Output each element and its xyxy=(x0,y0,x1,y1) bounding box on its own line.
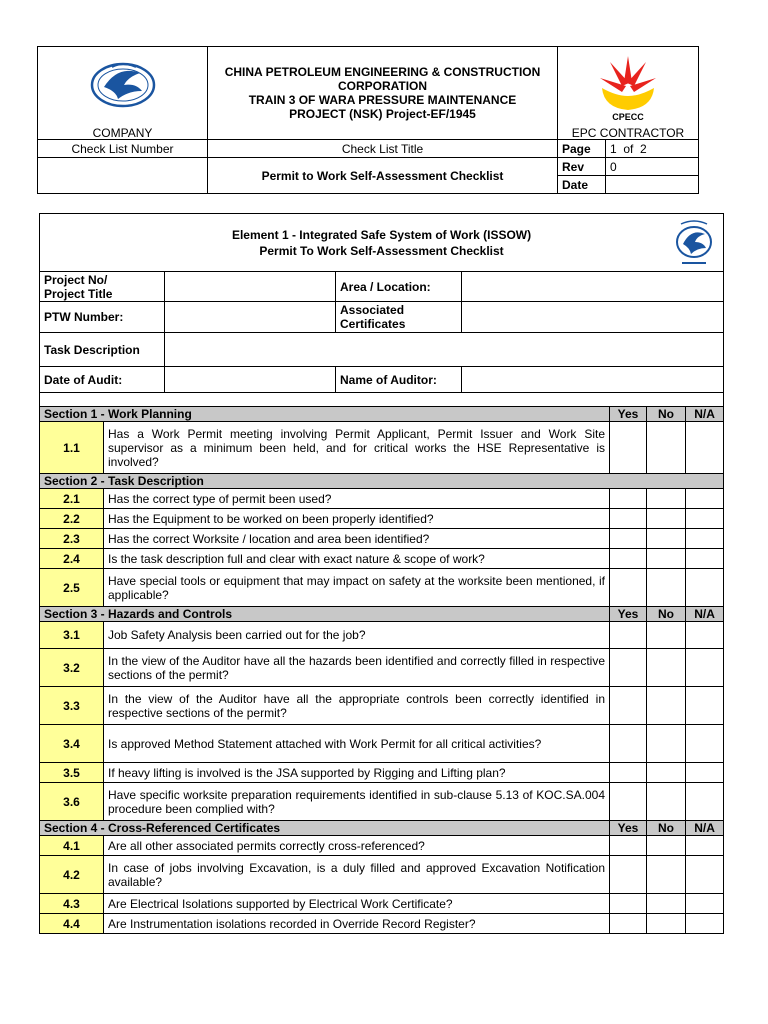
yes-checkbox-cell[interactable] xyxy=(610,422,647,474)
date-of-audit-value[interactable] xyxy=(165,367,336,393)
title-line-2: CORPORATION xyxy=(337,79,428,93)
checklist-item-row xyxy=(40,914,724,934)
na-checkbox-cell[interactable] xyxy=(686,687,724,725)
yes-checkbox-cell[interactable] xyxy=(610,509,647,529)
item-question: Are Electrical Isolations supported by Electrical Work Certificate? xyxy=(104,894,610,914)
company-label: COMPANY xyxy=(38,128,208,140)
task-description-value[interactable] xyxy=(165,333,724,367)
checklist-item-row xyxy=(40,489,724,509)
checklist-item-row xyxy=(40,649,724,687)
no-checkbox-cell[interactable] xyxy=(647,856,686,894)
cpecc-logo-text: CPECC xyxy=(612,112,644,123)
na-checkbox-cell[interactable] xyxy=(686,549,724,569)
koc-small-logo xyxy=(673,218,715,268)
element-subtitle: Permit To Work Self-Assessment Checklist xyxy=(259,243,504,258)
yes-checkbox-cell[interactable] xyxy=(610,783,647,821)
title-line-4: PROJECT (NSK) Project-EF/1945 xyxy=(289,107,476,121)
section-header-row xyxy=(40,474,724,489)
na-checkbox-cell[interactable] xyxy=(686,725,724,763)
yes-checkbox-cell[interactable] xyxy=(610,529,647,549)
yes-checkbox-cell[interactable] xyxy=(610,549,647,569)
rev-label: Rev xyxy=(558,158,606,176)
item-number: 2.2 xyxy=(40,509,104,529)
item-number: 2.1 xyxy=(40,489,104,509)
col-na-header: N/A xyxy=(686,607,724,622)
checklist-item-row xyxy=(40,687,724,725)
task-description-label: Task Description xyxy=(40,333,165,367)
yes-checkbox-cell[interactable] xyxy=(610,687,647,725)
no-checkbox-cell[interactable] xyxy=(647,649,686,687)
checklist-item-row xyxy=(40,894,724,914)
item-question: If heavy lifting is involved is the JSA supported by Rigging and Lifting plan? xyxy=(104,763,610,783)
section-title: Section 1 - Work Planning xyxy=(40,407,610,422)
associated-line1: Associated xyxy=(340,303,405,317)
item-number: 4.4 xyxy=(40,914,104,934)
yes-checkbox-cell[interactable] xyxy=(610,569,647,607)
item-question: In the view of the Auditor have all the hazards been identified and correctly filled in respective sections of the permit? xyxy=(104,649,610,687)
date-value xyxy=(606,176,699,194)
section-title: Section 4 - Cross-Referenced Certificates xyxy=(40,821,610,836)
yes-checkbox-cell[interactable] xyxy=(610,489,647,509)
item-question: In case of jobs involving Excavation, is a duly filled and approved Excavation Notification available? xyxy=(104,856,610,894)
item-number: 2.5 xyxy=(40,569,104,607)
col-yes-header: Yes xyxy=(610,407,647,422)
no-checkbox-cell[interactable] xyxy=(647,569,686,607)
item-question: Is the task description full and clear with exact nature & scope of work? xyxy=(104,549,610,569)
na-checkbox-cell[interactable] xyxy=(686,783,724,821)
yes-checkbox-cell[interactable] xyxy=(610,856,647,894)
epc-logo-cell xyxy=(558,47,699,128)
ptw-number-label: PTW Number: xyxy=(40,302,165,333)
project-no-label xyxy=(40,272,165,302)
na-checkbox-cell[interactable] xyxy=(686,569,724,607)
item-question: Has the Equipment to be worked on been properly identified? xyxy=(104,509,610,529)
element-title: Element 1 - Integrated Safe System of Work (ISSOW) xyxy=(231,227,532,242)
no-checkbox-cell[interactable] xyxy=(647,687,686,725)
checklist-item-row xyxy=(40,509,724,529)
associated-certificates-label xyxy=(336,302,462,333)
item-number: 4.1 xyxy=(40,836,104,856)
col-no-header: No xyxy=(647,607,686,622)
item-question: Is approved Method Statement attached with Work Permit for all critical activities? xyxy=(104,725,610,763)
item-number: 2.4 xyxy=(40,549,104,569)
yes-checkbox-cell[interactable] xyxy=(610,894,647,914)
checklist-item-row xyxy=(40,783,724,821)
no-checkbox-cell[interactable] xyxy=(647,622,686,649)
checklist-item-row xyxy=(40,763,724,783)
section-title: Section 3 - Hazards and Controls xyxy=(40,607,610,622)
checklist-number-label: Check List Number xyxy=(38,140,208,158)
item-number: 3.4 xyxy=(40,725,104,763)
yes-checkbox-cell[interactable] xyxy=(610,763,647,783)
na-checkbox-cell[interactable] xyxy=(686,856,724,894)
item-question: Are Instrumentation isolations recorded in Override Record Register? xyxy=(104,914,610,934)
checklist-table xyxy=(39,213,724,934)
item-number: 3.3 xyxy=(40,687,104,725)
area-location-value[interactable] xyxy=(462,272,724,302)
no-checkbox-cell[interactable] xyxy=(647,725,686,763)
yes-checkbox-cell[interactable] xyxy=(610,914,647,934)
no-checkbox-cell[interactable] xyxy=(647,763,686,783)
koc-logo xyxy=(88,61,158,113)
no-checkbox-cell[interactable] xyxy=(647,422,686,474)
no-checkbox-cell[interactable] xyxy=(647,783,686,821)
na-checkbox-cell[interactable] xyxy=(686,529,724,549)
epc-label: EPC CONTRACTOR xyxy=(558,128,699,140)
item-question: Has the correct Worksite / location and area been identified? xyxy=(104,529,610,549)
item-number: 3.6 xyxy=(40,783,104,821)
item-question: Has the correct type of permit been used? xyxy=(104,489,610,509)
document-header xyxy=(37,46,699,194)
checklist-item-row xyxy=(40,725,724,763)
section-header-row xyxy=(40,407,724,422)
rev-value: 0 xyxy=(606,158,699,176)
item-question: Are all other associated permits correctly cross-referenced? xyxy=(104,836,610,856)
na-checkbox-cell[interactable] xyxy=(686,622,724,649)
no-checkbox-cell[interactable] xyxy=(647,836,686,856)
col-no-header: No xyxy=(647,407,686,422)
item-question: Has a Work Permit meeting involving Permit Applicant, Permit Issuer and Work Site supervisor as a minimum been held, and for critical works the HSE Representative is involved? xyxy=(104,422,610,474)
checklist-item-row xyxy=(40,422,724,474)
na-checkbox-cell[interactable] xyxy=(686,422,724,474)
checklist-item-row xyxy=(40,549,724,569)
section-header-row xyxy=(40,821,724,836)
date-label: Date xyxy=(558,176,606,194)
no-checkbox-cell[interactable] xyxy=(647,529,686,549)
checklist-item-row xyxy=(40,856,724,894)
item-question: Job Safety Analysis been carried out for the job? xyxy=(104,622,610,649)
company-logo-cell xyxy=(38,47,208,128)
no-checkbox-cell[interactable] xyxy=(647,549,686,569)
item-question: Have specific worksite preparation requirements identified in sub-clause 5.13 of KOC.SA.004 procedure been complied with? xyxy=(104,783,610,821)
col-yes-header: Yes xyxy=(610,821,647,836)
checklist-number-value xyxy=(38,158,208,194)
na-checkbox-cell[interactable] xyxy=(686,836,724,856)
na-checkbox-cell[interactable] xyxy=(686,894,724,914)
element-heading-cell xyxy=(40,214,724,272)
item-question: In the view of the Auditor have all the appropriate controls been correctly identified in respective sections of the permit? xyxy=(104,687,610,725)
no-checkbox-cell[interactable] xyxy=(647,509,686,529)
yes-checkbox-cell[interactable] xyxy=(610,622,647,649)
na-checkbox-cell[interactable] xyxy=(686,763,724,783)
project-no-line2: Project Title xyxy=(44,286,113,301)
project-title-cell xyxy=(208,47,558,140)
checklist-title: Permit to Work Self-Assessment Checklist xyxy=(208,158,558,194)
page-value: 1 of 2 xyxy=(606,140,699,158)
area-location-label: Area / Location: xyxy=(336,272,462,302)
title-line-3: TRAIN 3 OF WARA PRESSURE MAINTENANCE xyxy=(248,93,517,107)
section-title: Section 2 - Task Description xyxy=(40,474,724,489)
na-checkbox-cell[interactable] xyxy=(686,914,724,934)
page-label: Page xyxy=(558,140,606,158)
item-number: 3.2 xyxy=(40,649,104,687)
col-yes-header: Yes xyxy=(610,607,647,622)
no-checkbox-cell[interactable] xyxy=(647,894,686,914)
col-na-header: N/A xyxy=(686,407,724,422)
item-number: 2.3 xyxy=(40,529,104,549)
no-checkbox-cell[interactable] xyxy=(647,489,686,509)
item-number: 4.2 xyxy=(40,856,104,894)
item-number: 3.5 xyxy=(40,763,104,783)
checklist-title-label: Check List Title xyxy=(208,140,558,158)
item-number: 1.1 xyxy=(40,422,104,474)
na-checkbox-cell[interactable] xyxy=(686,509,724,529)
date-of-audit-label: Date of Audit: xyxy=(40,367,165,393)
item-number: 3.1 xyxy=(40,622,104,649)
na-checkbox-cell[interactable] xyxy=(686,649,724,687)
yes-checkbox-cell[interactable] xyxy=(610,725,647,763)
na-checkbox-cell[interactable] xyxy=(686,489,724,509)
item-number: 4.3 xyxy=(40,894,104,914)
checklist-item-row xyxy=(40,569,724,607)
checklist-item-row xyxy=(40,622,724,649)
no-checkbox-cell[interactable] xyxy=(647,914,686,934)
yes-checkbox-cell[interactable] xyxy=(610,649,647,687)
title-line-1: CHINA PETROLEUM ENGINEERING & CONSTRUCTION xyxy=(224,65,541,79)
name-of-auditor-label: Name of Auditor: xyxy=(336,367,462,393)
associated-certificates-value[interactable] xyxy=(462,302,724,333)
ptw-number-value[interactable] xyxy=(165,302,336,333)
cpecc-logo xyxy=(596,52,660,114)
project-no-line1: Project No/ xyxy=(44,272,108,287)
associated-line2: Certificates xyxy=(340,317,406,331)
yes-checkbox-cell[interactable] xyxy=(610,836,647,856)
name-of-auditor-value[interactable] xyxy=(462,367,724,393)
section-header-row xyxy=(40,607,724,622)
item-question: Have special tools or equipment that may impact on safety at the worksite been mentioned, if applicable? xyxy=(104,569,610,607)
checklist-item-row xyxy=(40,836,724,856)
checklist-item-row xyxy=(40,529,724,549)
spacer-row xyxy=(40,393,724,407)
project-no-value[interactable] xyxy=(165,272,336,302)
col-na-header: N/A xyxy=(686,821,724,836)
col-no-header: No xyxy=(647,821,686,836)
